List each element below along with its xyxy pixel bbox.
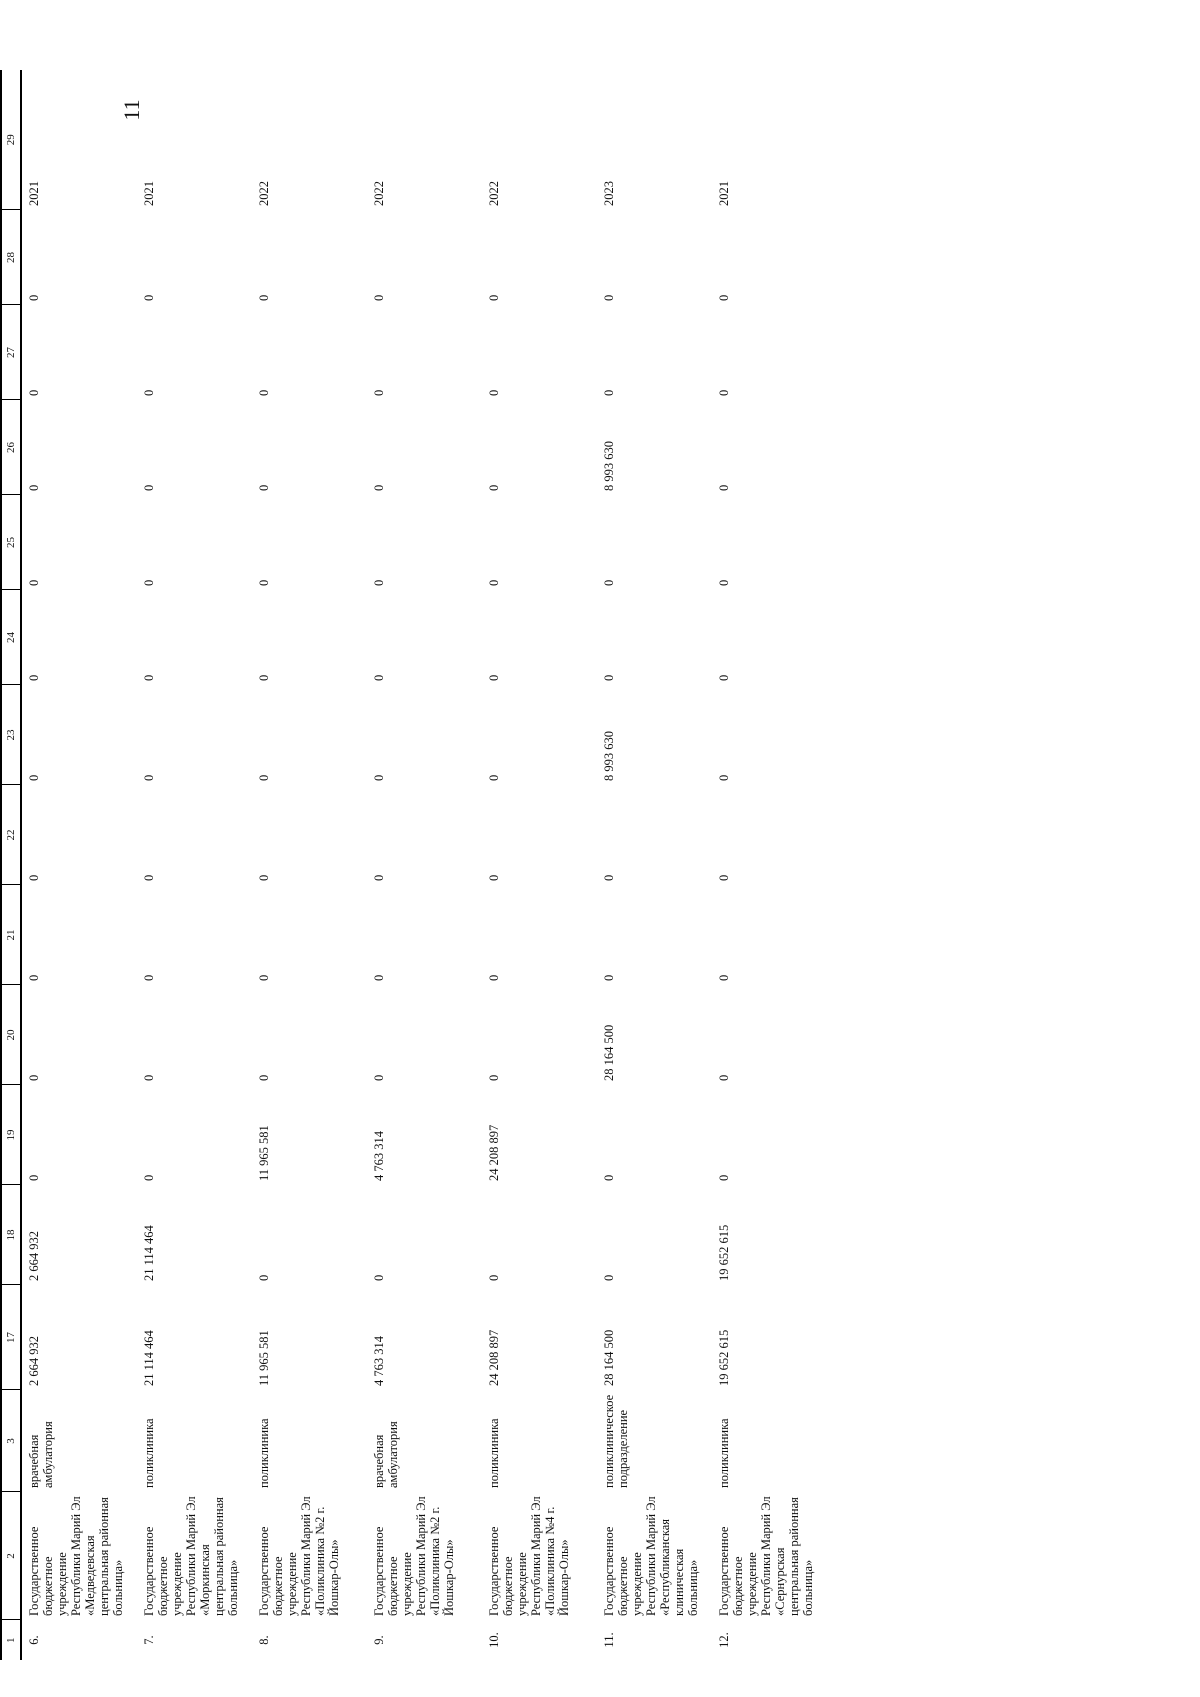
amount-cell: 0 — [257, 1274, 271, 1281]
financing-table — [0, 70, 827, 1660]
table-row — [21, 70, 137, 1660]
amount-cell: 0 — [717, 674, 731, 681]
table-row — [597, 70, 712, 1660]
column-header: 24 — [1, 590, 21, 685]
institution-name: Государственное бюджетное учреждение Республики Марий Эл «Поликлиника №2 г. Йошкар-Олы» — [257, 1496, 341, 1616]
amount-cell: 0 — [602, 874, 616, 881]
institution-name: Государственное бюджетное учреждение Республики Марий Эл «Моркинская центральная районная больница» — [142, 1496, 240, 1616]
row-number: 6. — [27, 1635, 41, 1645]
facility-type: поликлиническое подразделение — [602, 1394, 630, 1488]
amount-cell: 21 114 464 — [142, 1330, 156, 1386]
amount-cell: 0 — [372, 484, 386, 491]
table-row — [712, 70, 827, 1660]
column-header: 27 — [1, 305, 21, 400]
amount-cell: 0 — [372, 974, 386, 981]
amount-cell: 0 — [372, 579, 386, 586]
amount-cell: 0 — [487, 1074, 501, 1081]
amount-cell: 28 164 500 — [602, 1024, 616, 1081]
amount-cell: 0 — [602, 294, 616, 301]
amount-cell: 11 965 581 — [257, 1125, 271, 1181]
amount-cell: 19 652 615 — [717, 1224, 731, 1281]
amount-cell: 0 — [372, 874, 386, 881]
amount-cell: 0 — [602, 674, 616, 681]
column-header: 18 — [1, 1185, 21, 1285]
amount-cell: 0 — [257, 974, 271, 981]
amount-cell: 0 — [487, 389, 501, 396]
amount-cell: 0 — [372, 1074, 386, 1081]
amount-cell: 0 — [142, 484, 156, 491]
amount-cell: 0 — [257, 484, 271, 491]
table-body — [21, 70, 827, 1660]
amount-cell: 0 — [27, 874, 41, 881]
amount-cell: 0 — [717, 774, 731, 781]
amount-cell: 0 — [257, 389, 271, 396]
amount-cell: 0 — [487, 974, 501, 981]
amount-cell: 0 — [142, 1174, 156, 1181]
completion-year: 2022 — [372, 181, 386, 206]
amount-cell: 0 — [27, 579, 41, 586]
amount-cell: 0 — [27, 1074, 41, 1081]
amount-cell: 0 — [372, 1274, 386, 1281]
completion-year: 2022 — [487, 181, 501, 206]
amount-cell: 21 114 464 — [142, 1225, 156, 1281]
amount-cell: 0 — [142, 389, 156, 396]
amount-cell: 0 — [257, 674, 271, 681]
amount-cell: 0 — [142, 1074, 156, 1081]
amount-cell: 24 208 897 — [487, 1329, 501, 1386]
facility-type: поликлиника — [717, 1418, 731, 1488]
row-number: 11. — [602, 1632, 616, 1648]
completion-year: 2023 — [602, 181, 616, 206]
column-header: 21 — [1, 885, 21, 985]
column-number-row — [1, 70, 21, 1660]
amount-cell: 19 652 615 — [717, 1329, 731, 1386]
facility-type: врачебная амбулатория — [27, 1421, 55, 1488]
amount-cell: 0 — [142, 579, 156, 586]
page-number: 11 — [119, 99, 144, 121]
facility-type: поликлиника — [487, 1418, 501, 1488]
completion-year: 2021 — [142, 181, 156, 206]
facility-type: врачебная амбулатория — [372, 1421, 400, 1488]
amount-cell: 0 — [717, 484, 731, 491]
amount-cell: 0 — [717, 1174, 731, 1181]
amount-cell: 0 — [372, 294, 386, 301]
amount-cell: 0 — [257, 874, 271, 881]
column-header: 19 — [1, 1085, 21, 1185]
amount-cell: 28 164 500 — [602, 1329, 616, 1386]
row-number: 7. — [142, 1635, 156, 1645]
column-header: 26 — [1, 400, 21, 495]
amount-cell: 0 — [717, 1074, 731, 1081]
amount-cell: 0 — [487, 674, 501, 681]
completion-year: 2022 — [257, 181, 271, 206]
amount-cell: 0 — [27, 774, 41, 781]
column-header: 28 — [1, 210, 21, 305]
amount-cell: 0 — [257, 1074, 271, 1081]
completion-year: 2021 — [27, 181, 41, 206]
column-header: 29 — [1, 70, 21, 210]
amount-cell: 0 — [257, 579, 271, 586]
amount-cell: 0 — [142, 874, 156, 881]
amount-cell: 8 993 630 — [602, 441, 616, 491]
institution-name: Государственное бюджетное учреждение Республики Марий Эл «Сернурская центральная районная больница» — [717, 1496, 815, 1616]
amount-cell: 0 — [602, 1174, 616, 1181]
column-header: 3 — [1, 1390, 21, 1492]
institution-name: Государственное бюджетное учреждение Республики Марий Эл «Республиканская клиническая больница» — [602, 1496, 700, 1616]
amount-cell: 0 — [487, 874, 501, 881]
institution-name: Государственное бюджетное учреждение Республики Марий Эл «Поликлиника №4 г. Йошкар-Олы» — [487, 1496, 571, 1616]
amount-cell: 8 993 630 — [602, 731, 616, 781]
column-header: 20 — [1, 985, 21, 1085]
amount-cell: 0 — [372, 389, 386, 396]
amount-cell: 0 — [372, 674, 386, 681]
amount-cell: 0 — [142, 974, 156, 981]
amount-cell: 0 — [487, 774, 501, 781]
amount-cell: 0 — [487, 579, 501, 586]
column-header: 17 — [1, 1285, 21, 1390]
amount-cell: 0 — [27, 389, 41, 396]
amount-cell: 0 — [142, 774, 156, 781]
amount-cell: 0 — [27, 1174, 41, 1181]
table-row — [482, 70, 597, 1660]
amount-cell: 0 — [717, 294, 731, 301]
amount-cell: 0 — [487, 484, 501, 491]
amount-cell: 0 — [602, 389, 616, 396]
amount-cell: 4 763 314 — [372, 1131, 386, 1181]
table-row — [367, 70, 482, 1660]
row-number: 12. — [717, 1632, 731, 1648]
column-header: 25 — [1, 495, 21, 590]
row-number: 10. — [487, 1632, 501, 1648]
amount-cell: 2 664 932 — [27, 1231, 41, 1281]
table-row — [252, 70, 367, 1660]
amount-cell: 0 — [717, 579, 731, 586]
facility-type: поликлиника — [257, 1418, 271, 1488]
amount-cell: 4 763 314 — [372, 1336, 386, 1386]
table-row — [137, 70, 252, 1660]
amount-cell: 0 — [142, 674, 156, 681]
amount-cell: 0 — [717, 974, 731, 981]
column-header: 1 — [1, 1620, 21, 1660]
amount-cell: 0 — [487, 294, 501, 301]
completion-year: 2021 — [717, 181, 731, 206]
row-number: 9. — [372, 1635, 386, 1645]
amount-cell: 0 — [27, 294, 41, 301]
amount-cell: 0 — [27, 974, 41, 981]
amount-cell: 0 — [257, 294, 271, 301]
facility-type: поликлиника — [142, 1418, 156, 1488]
column-header: 22 — [1, 785, 21, 885]
amount-cell: 0 — [27, 674, 41, 681]
amount-cell: 0 — [27, 484, 41, 491]
amount-cell: 24 208 897 — [487, 1124, 501, 1181]
column-header: 23 — [1, 685, 21, 785]
amount-cell: 2 664 932 — [27, 1336, 41, 1386]
rotated-table-container — [0, 15, 1200, 1660]
row-number: 8. — [257, 1635, 271, 1645]
amount-cell: 0 — [602, 1274, 616, 1281]
institution-name: Государственное бюджетное учреждение Республики Марий Эл «Медведевская центральная районная больница» — [27, 1496, 125, 1616]
amount-cell: 0 — [717, 389, 731, 396]
amount-cell: 0 — [142, 294, 156, 301]
amount-cell: 0 — [487, 1274, 501, 1281]
amount-cell: 0 — [602, 974, 616, 981]
amount-cell: 0 — [717, 874, 731, 881]
amount-cell: 0 — [257, 774, 271, 781]
institution-name: Государственное бюджетное учреждение Республики Марий Эл «Поликлиника №2 г. Йошкар-Олы» — [372, 1496, 456, 1616]
column-header: 2 — [1, 1492, 21, 1620]
amount-cell: 11 965 581 — [257, 1330, 271, 1386]
amount-cell: 0 — [602, 579, 616, 586]
amount-cell: 0 — [372, 774, 386, 781]
